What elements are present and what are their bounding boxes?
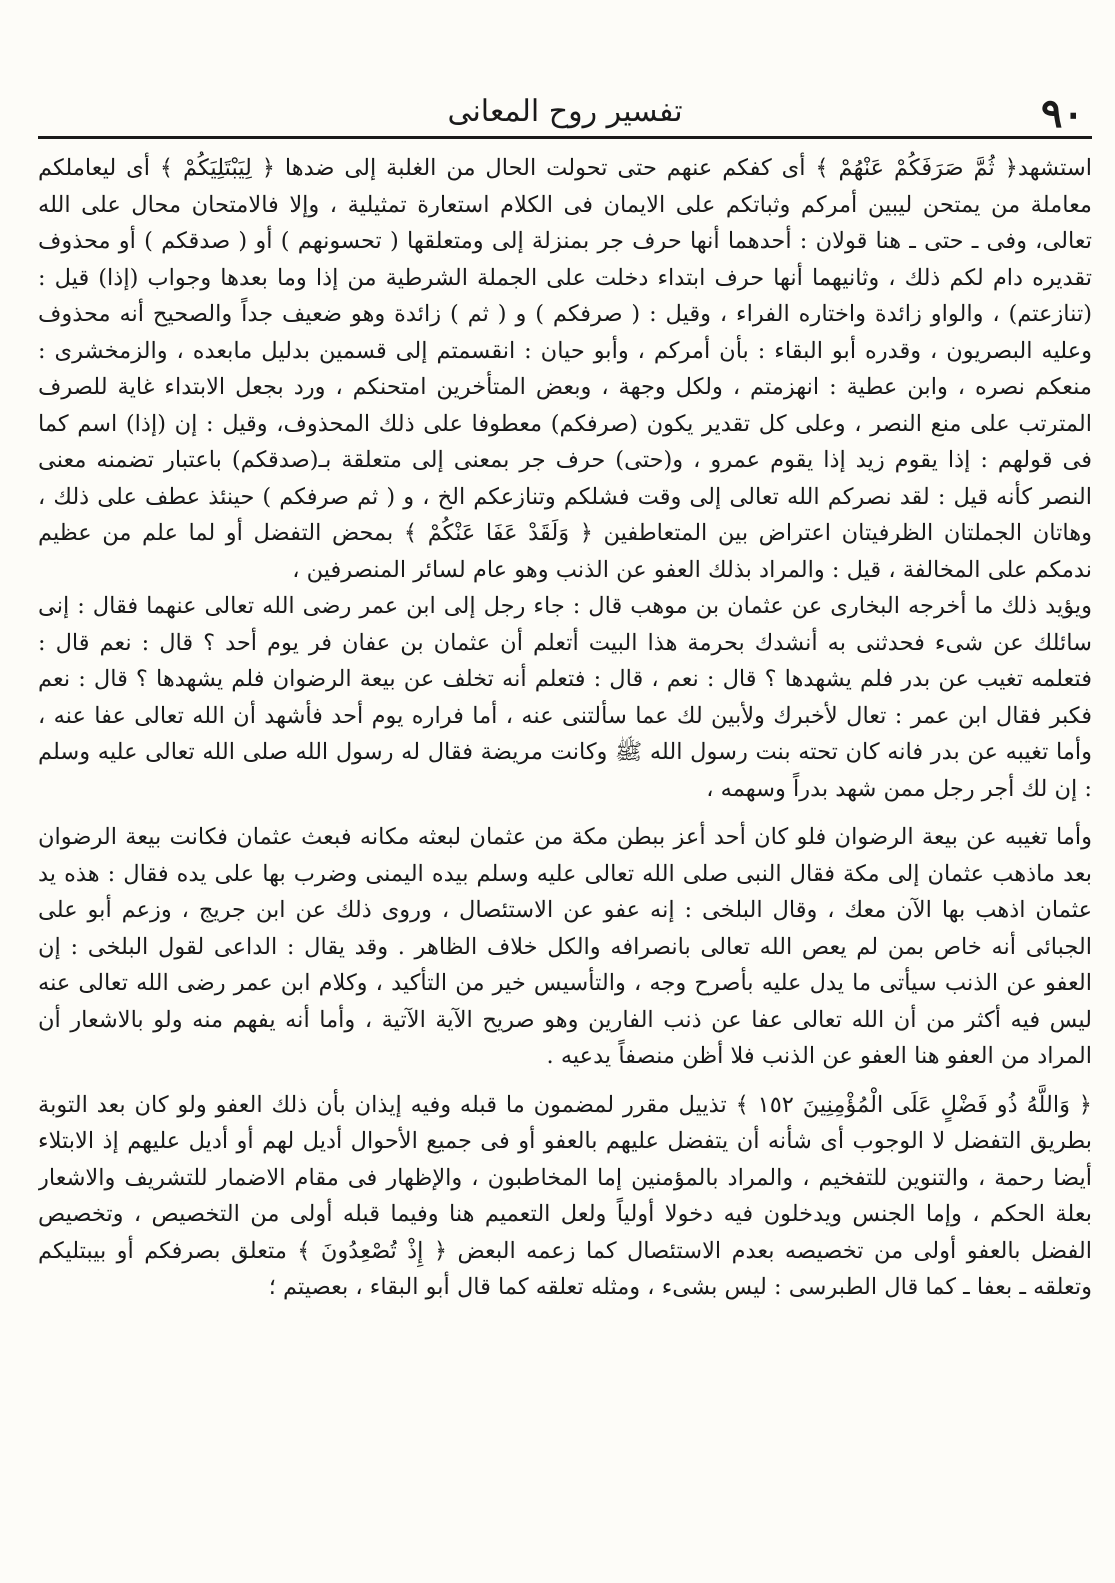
page-header <box>38 86 1092 144</box>
paragraph-4: ﴿ وَاللَّهُ ذُو فَضْلٍ عَلَى الْمُؤْمِنِينَ ١٥٢ ﴾ تذييل مقرر لمضمون ما قبله وفيه إيذان بأن ذلك العفو ولو كان بعد التوبة بطريق التفضل لا الوجوب أى شأنه أن يتفضل عليهم بالعفو أو فى جميع الأحوال أديل لهم أو أديل عليهم إذ الابتلاء أيضا رحمة ، والتنوين للتفخيم ، والمراد بالمؤمنين إما المخاطبون ، والإظهار فى مقام الاضمار للتشريف والاشعار بعلة الحكم ، وإما الجنس ويدخلون فيه دخولا أولياً ولعل التعميم هنا وفيما قبله أولى من التخصيص ، وتخصيص الفضل بالعفو أولى من تخصيصه بعدم الاستئصال كما زعمه البعض ﴿ إِذْ تُصْعِدُونَ ﴾ متعلق بصرفكم أو بيبتليكم وتعلقه ـ بعفا ـ كما قال الطبرسى : ليس بشىء ، ومثله تعلقه كما قال أبو البقاء ، بعصيتم ؛ <box>38 1091 1092 1300</box>
running-title: تفسير روح المعانى <box>447 94 683 129</box>
page-number: ٩٠ <box>1041 90 1084 137</box>
body-text <box>38 150 1092 1545</box>
header-rule <box>38 136 1092 139</box>
paragraph-1: استشهد﴿ ثُمَّ صَرَفَكُمْ عَنْهُمْ ﴾ أى كفكم عنهم حتى تحولت الحال من الغلبة إلى ضدها ﴿ لِيَبْتَلِيَكُمْ ﴾ أى ليعاملكم معاملة من يمتحن ليبين أمركم وثباتكم على الايمان فى الكلام استعارة تمثيلية ، وإلا فالامتحان محال على الله تعالى، وفى ـ حتى ـ هنا قولان : أحدهما أنها حرف جر بمنزلة إلى ومتعلقها ( تحسونهم ) أو ( صدقكم ) أو محذوف تقديره دام لكم ذلك ، وثانيهما أنها حرف ابتداء دخلت على الجملة الشرطية من إذا وما بعدها وجواب (إذا) قيل : (تنازعتم) ، والواو زائدة واختاره الفراء ، وقيل : ( صرفكم ) و ( ثم ) زائدة وهو ضعيف جداً والصحيح أنه محذوف وعليه البصريون ، وقدره أبو البقاء : بأن أمركم ، وأبو حيان : انقسمتم إلى قسمين بدليل مابعده ، والزمخشرى : منعكم نصره ، وابن عطية : انهزمتم ، ولكل وجهة ، وبعض المتأخرين امتحنكم ، ورد بجعل الابتداء غاية للصرف المترتب على منع النصر ، وعلى كل تقدير يكون (صرفكم) معطوفا على ذلك المحذوف، وقيل : إن (إذا) اسم كما فى قولهم : إذا يقوم زيد إذا يقوم عمرو ، و(حتى) حرف جر بمعنى إلى متعلقة بـ(صدقكم) باعتبار تضمنه معنى النصر كأنه قيل : لقد نصركم الله تعالى إلى وقت فشلكم وتنازعكم الخ ، و ( ثم صرفكم ) حينئذ عطف على ذلك ، وهاتان الجملتان الظرفيتان اعتراض بين المتعاطفين ﴿ وَلَقَدْ عَفَا عَنْكُمْ ﴾ بمحض التفضل أو لما علم من عظيم ندمكم على المخالفة ، قيل : والمراد بذلك العفو عن الذنب وهو عام لسائر المنصرفين ، <box>38 155 1092 583</box>
paragraph-3: وأما تغيبه عن بيعة الرضوان فلو كان أحد أعز ببطن مكة من عثمان لبعثه مكانه فبعث عثمان فكانت بيعة الرضوان بعد ماذهب عثمان إلى مكة فقال النبى صلى الله تعالى عليه وسلم بيده اليمنى وضرب بها على يده فقال : هذه يد عثمان اذهب بها الآن معك ، وقال البلخى : إنه عفو عن الاستئصال ، وروى ذلك عن ابن جريج ، وزعم أبو على الجبائى أنه خاص بمن لم يعص الله تعالى بانصرافه والكل خلاف الظاهر . وقد يقال : الداعى لقول البلخى : إن العفو عن الذنب سيأتى ما يدل عليه بأصرح وجه ، والتأسيس خير من التأكيد ، وكلام ابن عمر رضى الله تعالى عنه ليس فيه أكثر من أن الله تعالى عفا عن ذنب الفارين وهو صريح الآية الآتية ، وأما أنه يفهم منه ولو بالاشعار أن المراد من العفو هنا العفو عن الذنب فلا أظن منصفاً يدعيه . <box>38 824 1092 1069</box>
paragraph-2: ويؤيد ذلك ما أخرجه البخارى عن عثمان بن موهب قال : جاء رجل إلى ابن عمر رضى الله تعالى عنهما فقال : إنى سائلك عن شىء فحدثنى به أنشدك بحرمة هذا البيت أتعلم أن عثمان بن عفان فر يوم أحد ؟ قال : نعم قال : فتعلمه تغيب عن بدر فلم يشهدها ؟ قال : نعم ، قال : فتعلم أنه تخلف عن بيعة الرضوان فلم يشهدها ؟ قال : نعم فكبر فقال ابن عمر : تعال لأخبرك ولأبين لك عما سألتنى عنه ، أما فراره يوم أحد فأشهد أن الله تعالى عفا عنه ، وأما تغيبه عن بدر فانه كان تحته بنت رسول الله ﷺ وكانت مريضة فقال له رسول الله صلى الله تعالى عليه وسلم : إن لك أجر رجل ممن شهد بدراً وسهمه ، <box>38 593 1092 802</box>
